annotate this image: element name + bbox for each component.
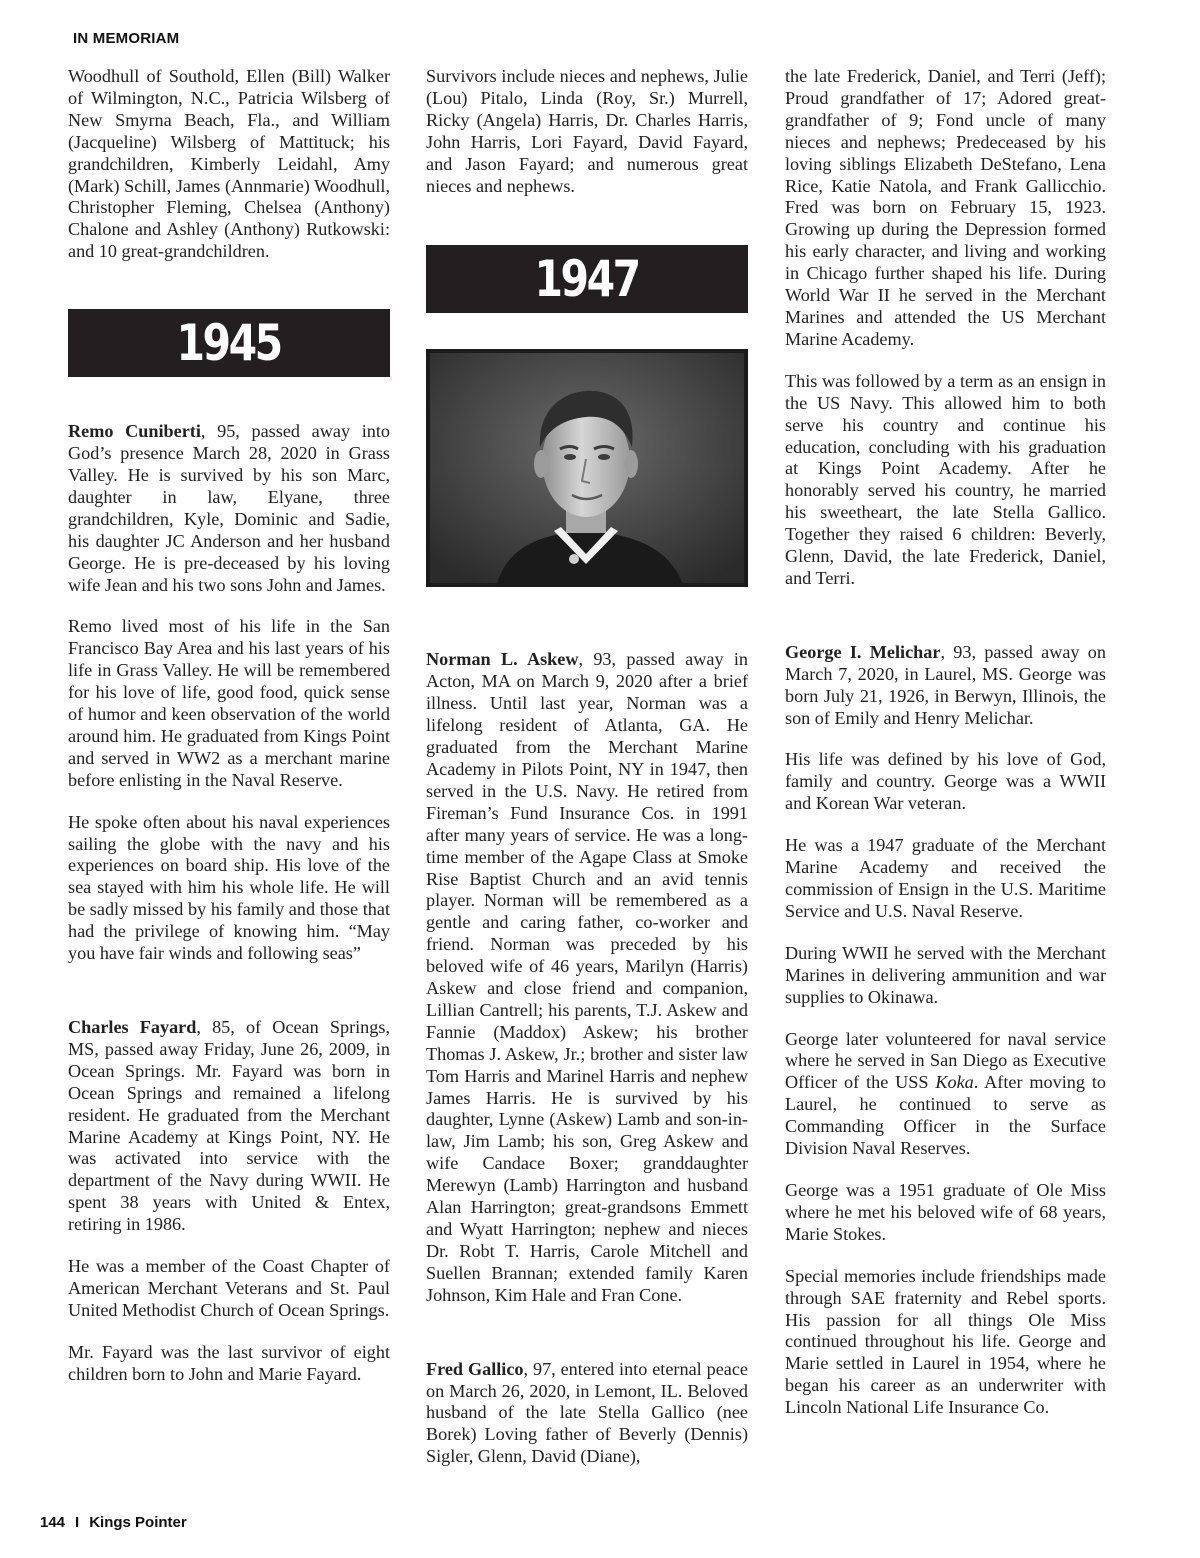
column-2: [426, 66, 748, 1468]
obituary-paragraph: He spoke often about his naval experiences sailing the globe with the navy and his experiences on board ship. His love of the sea stayed with him his whole life. He will be sadly missed by his family and those that had the privilege of knowing him. “May you have fair winds and following seas”: [68, 811, 390, 964]
obituary-name: Norman L. Askew: [426, 649, 579, 670]
column-1: [68, 66, 390, 1386]
obituary-name: Remo Cuniberti: [68, 421, 201, 442]
obituary-askew: Norman L. Askew, 93, passed away in Acton, MA on March 9, 2020 after a brief illness. Until last year, Norman was a lifelong resident of Atlanta, GA. He graduated from the Merchant Marine Academy in Pilots Point, NY in 1947, then served in the U.S. Navy. He retired from Fireman’s Fund Insurance Cos. in 1991 after many years of service. He was a long-time member of the Agape Class at Smoke Rise Baptist Church and an avid tennis player. Norman will be remembered as a gentle and caring father, co-worker and friend. Norman was preceded by his beloved wife of 46 years, Marilyn (Harris) Askew and close friend and companion, Lillian Cantrell; his parents, T.J. Askew and Fannie (Maddox) Askew; his brother Thomas J. Askew, Jr.; brother and sister law Tom Harris and Marinel Harris and nephew James Harris. He is survived by his daughter, Lynne (Askew) Lamb and son-in-law, Jim Lamb; his son, Greg Askew and wife Candace Boxer; granddaughter Merewyn (Lamb) Harrington and husband Alan Harrington; great-grandsons Emmett and Wyatt Harrington; nephew and nieces Dr. Robt T. Harris, Carole Mitchell and Suellen Brannan; extended family Karen Johnson, Kim Hale and Fran Cone.: [426, 649, 748, 1305]
obituary-fayard: Charles Fayard, 85, of Ocean Springs, MS, passed away Friday, June 26, 2009, in Ocean Springs. Mr. Fayard was born in Ocean Springs and remained a lifelong resident. He graduated from the Merchant Marine Academy at Kings Point, NY. He was activated into service with the department of the Navy during WWII. He spent 38 years with United & Entex, retiring in 1986.: [68, 1017, 390, 1235]
obituary-name: Fred Gallico: [426, 1358, 524, 1379]
footer-separator: I: [75, 1514, 80, 1531]
obituary-paragraph: His life was defined by his love of God, family and country. George was a WWII and Korean War veteran.: [785, 749, 1106, 814]
obituary-gallico: Fred Gallico, 97, entered into eternal peace on March 26, 2020, in Lemont, IL. Beloved husband of the late Stella Gallico (nee Borek) Loving father of Beverly (Dennis) Sigler, Glenn, David (Diane),: [426, 1358, 748, 1467]
year-heading-1947: 1947: [426, 245, 748, 313]
obituary-melichar: George I. Melichar, 93, passed away on March 7, 2020, in Laurel, MS. George was born July 21, 1926, in Berwyn, Illinois, the son of Emily and Henry Melichar.: [785, 641, 1106, 728]
obituary-paragraph: Special memories include friendships made through SAE fraternity and Rebel sports. His passion for all things Ole Miss continued throughout his life. George and Marie settled in Laurel in 1954, where he began his career as an underwriter with Lincoln National Life Insurance Co.: [785, 1265, 1106, 1418]
obituary-paragraph: George was a 1951 graduate of Ole Miss where he met his beloved wife of 68 years, Marie Stokes.: [785, 1179, 1106, 1244]
obituary-continued-text: the late Frederick, Daniel, and Terri (Jeff); Proud grandfather of 17; Adored great-grandfather of 9; Fond uncle of many nieces and nephews; Predeceased by his loving siblings Elizabeth DeStefano, Lena Rice, Katie Natola, and Frank Gallicchio. Fred was born on February 15, 1923. Growing up during the Depression formed his early character, and living and working in Chicago further shaped his life. During World War II he served in the Merchant Marines and attended the US Merchant Marine Academy.: [785, 66, 1106, 349]
page-footer: [40, 1514, 187, 1531]
obituary-paragraph: Mr. Fayard was the last survivor of eight children born to John and Marie Fayard.: [68, 1341, 390, 1384]
section-label: IN MEMORIAM: [73, 30, 180, 47]
page-number: 144: [40, 1514, 66, 1531]
obituary-paragraph: He was a member of the Coast Chapter of American Merchant Veterans and St. Paul United Methodist Church of Ocean Springs.: [68, 1256, 390, 1320]
obituary-cuniberti: Remo Cuniberti, 95, passed away into God’s presence March 28, 2020 in Grass Valley. He is survived by his son Marc, daughter in law, Elyane, three grandchildren, Kyle, Dominic and Sadie, his daughter JC Anderson and her husband George. He is pre-deceased by his loving wife Jean and his two sons John and James.: [68, 421, 390, 595]
obituary-name: George I. Melichar: [785, 641, 941, 662]
obituary-paragraph: Remo lived most of his life in the San Francisco Bay Area and his last years of his life in Grass Valley. He will be remembered for his love of life, good food, quick sense of humor and keen observation of the world around him. He graduated from Kings Point and served in WW2 as a merchant marine before enlisting in the Naval Reserve.: [68, 616, 390, 790]
obituary-paragraph: He was a 1947 graduate of the Merchant Marine Academy and received the commission of Ensign in the U.S. Maritime Service and U.S. Naval Reserve.: [785, 835, 1106, 921]
obituary-paragraph: During WWII he served with the Merchant Marines in delivering ammunition and war supplies to Okinawa.: [785, 942, 1106, 1007]
obituary-paragraph: George later volunteered for naval service where he served in San Diego as Executive Officer of the USS Koka. After moving to Laurel, he continued to serve as Commanding Officer in the Surface Division Naval Reserves.: [785, 1028, 1106, 1159]
column-3: [785, 66, 1106, 1419]
publication-name: Kings Pointer: [89, 1514, 187, 1531]
obituary-paragraph: This was followed by a term as an ensign in the US Navy. This allowed him to both serve his country and continue his education, concluding with his graduation at Kings Point Academy. After he honorably served his country, he married his sweetheart, the late Stella Gallico. Together they raised 6 children: Beverly, Glenn, David, the late Frederick, Daniel, and Terri.: [785, 370, 1106, 588]
ship-name: Koka: [935, 1072, 974, 1093]
obituary-continued-text: Woodhull of Southold, Ellen (Bill) Walker of Wilmington, N.C., Patricia Wilsberg of New Smyrna Beach, Fla., and William (Jacqueline) Wilsberg of Mattituck; his grandchildren, Kimberly Leidahl, Amy (Mark) Schill, James (Annmarie) Woodhull, Christopher Fleming, Chelsea (Anthony) Chalone and Ashley (Anthony) Rutkowski: and 10 great-grandchildren.: [68, 66, 390, 262]
portrait-photo: [426, 349, 748, 587]
obituary-name: Charles Fayard: [68, 1017, 197, 1037]
year-heading-1945: 1945: [68, 309, 390, 377]
obituary-continued-text: Survivors include nieces and nephews, Julie (Lou) Pitalo, Linda (Roy, Sr.) Murrell, Ricky (Angela) Harris, Dr. Charles Harris, John Harris, Lori Fayard, David Fayard, and Jason Fayard; and numerous great nieces and nephews.: [426, 66, 748, 196]
